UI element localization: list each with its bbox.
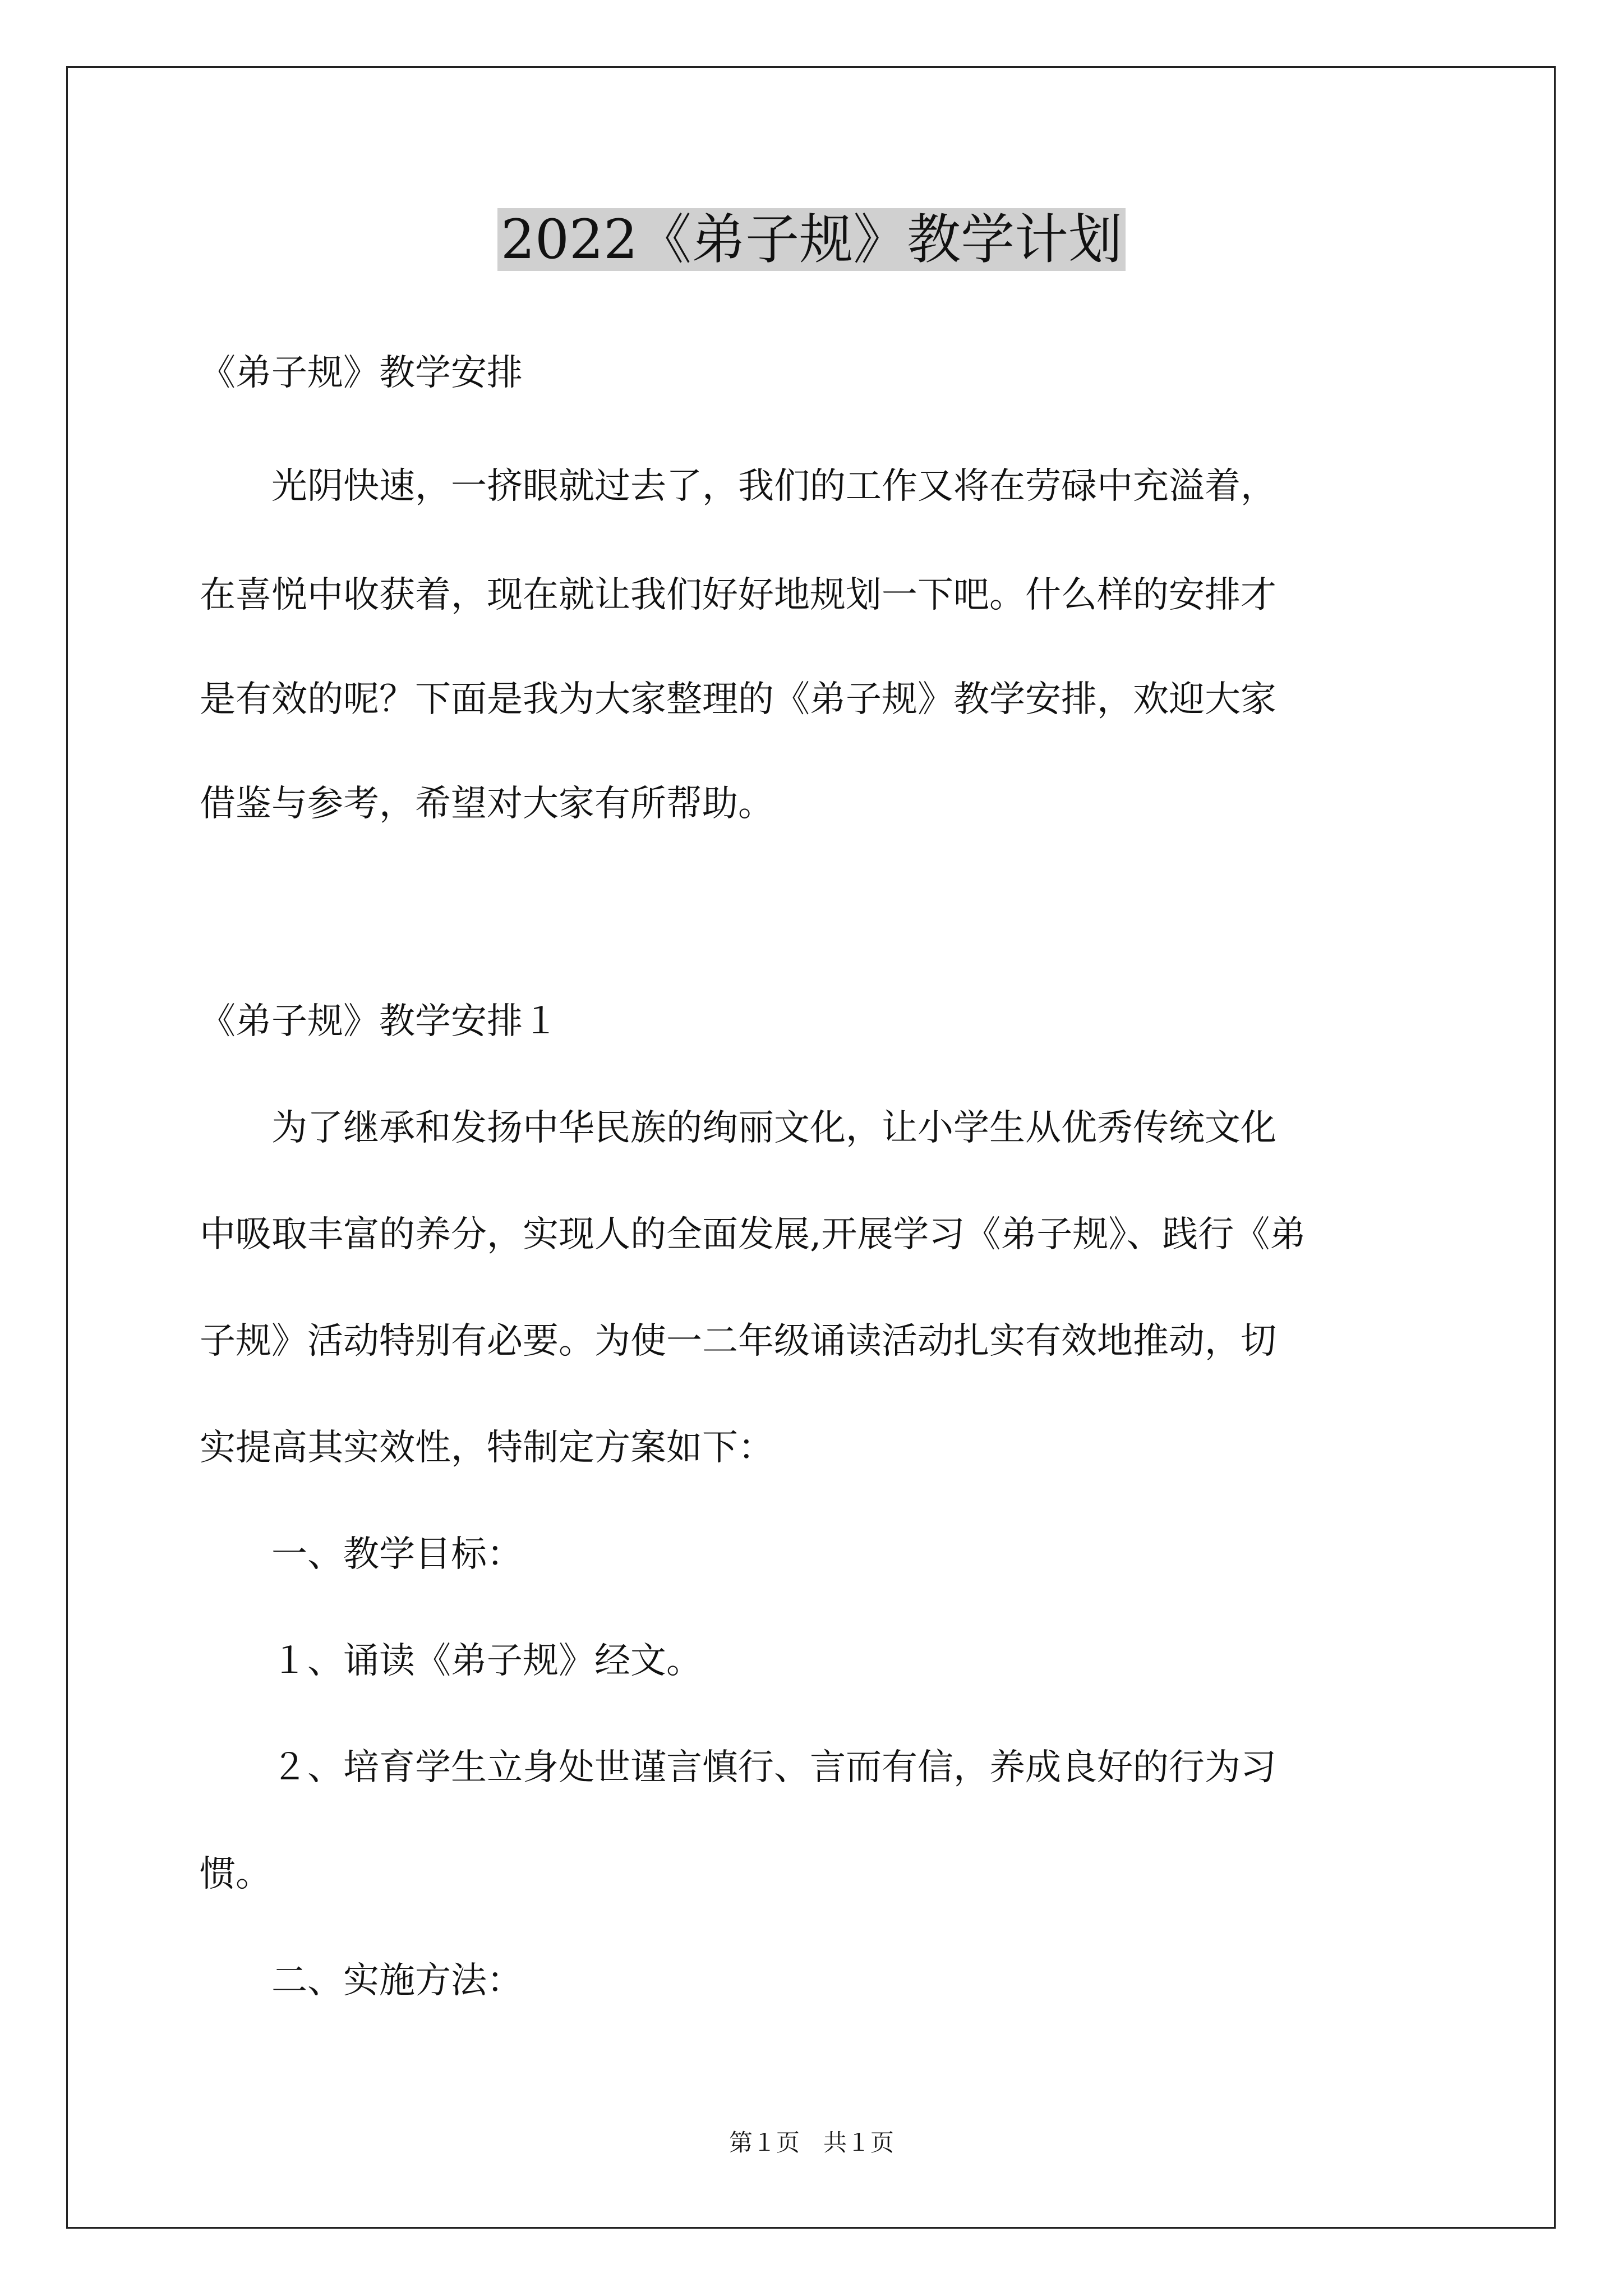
- list-heading: 一、教学目标：: [200, 1534, 523, 1575]
- paragraph-line: 中吸取丰富的养分，实现人的全面发展,开展学习《弟子规》、践行《弟: [200, 1214, 1306, 1255]
- paragraph-line: 借鉴与参考，希望对大家有所帮助。: [200, 783, 774, 825]
- paragraph-line: 在喜悦中收获着，现在就让我们好好地规划一下吧。什么样的安排才: [200, 574, 1276, 616]
- paragraph-line: 子规》活动特别有必要。为使一二年级诵读活动扎实有效地推动，切: [200, 1320, 1276, 1362]
- list-item-continuation: 惯。: [200, 1853, 271, 1895]
- title-text: 2022《弟子规》教学计划: [497, 208, 1126, 271]
- list-item: ２、培育学生立身处世谨言慎行、言而有信，养成良好的行为习: [200, 1747, 1276, 1788]
- paragraph-line: 为了继承和发扬中华民族的绚丽文化，让小学生从优秀传统文化: [200, 1107, 1276, 1149]
- paragraph-line: 实提高其实效性，特制定方案如下：: [200, 1427, 774, 1469]
- list-item: １、诵读《弟子规》经文。: [200, 1640, 702, 1682]
- paragraph-line: 光阴快速，一挤眼就过去了，我们的工作又将在劳碌中充溢着，: [200, 466, 1276, 507]
- section-heading: 《弟子规》教学安排: [200, 352, 523, 394]
- page-footer: 第１页 共１页: [728, 2129, 894, 2156]
- paragraph-line: 是有效的呢？下面是我为大家整理的《弟子规》教学安排，欢迎大家: [200, 679, 1276, 720]
- section-heading: 《弟子规》教学安排１: [200, 1001, 559, 1042]
- list-heading: 二、实施方法：: [200, 1960, 523, 2001]
- document-title: [0, 197, 1623, 282]
